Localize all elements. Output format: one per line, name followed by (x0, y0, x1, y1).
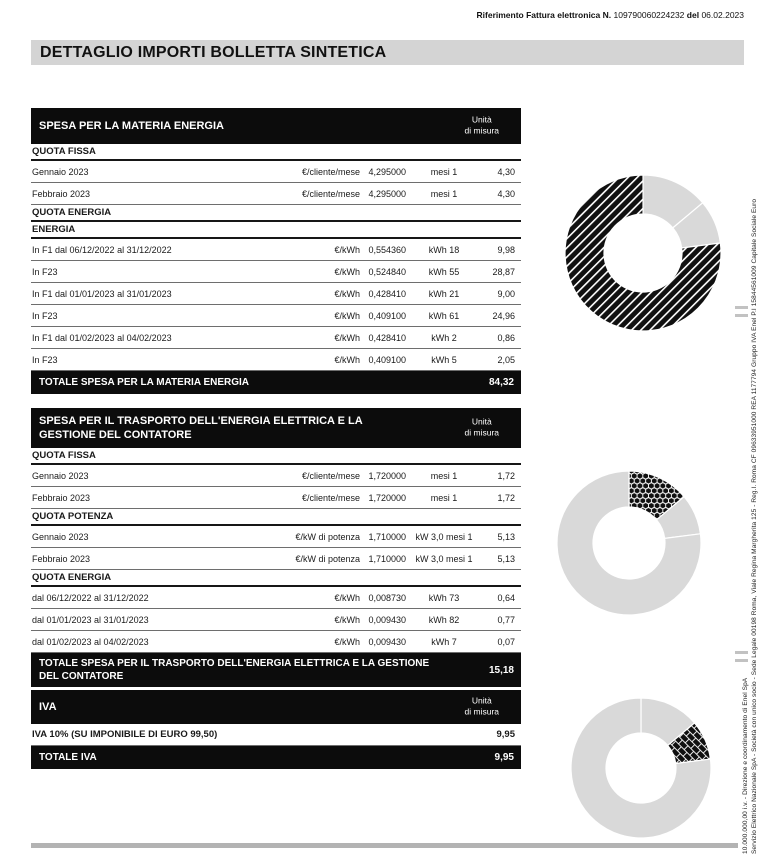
unit-of-measure-line2: di misura (464, 707, 499, 717)
cell-quantity: mesi 1 (430, 492, 458, 503)
cell-unit: €/cliente/mese (301, 492, 360, 503)
cell-price: 0,009430 (368, 636, 406, 647)
cell-description: In F23 (32, 310, 58, 321)
table-row (31, 465, 521, 487)
cell-description: In F23 (32, 266, 58, 277)
cell-quantity: kWh 82 (428, 614, 460, 625)
table-row (31, 526, 521, 548)
unit-of-measure-header (465, 696, 499, 719)
table-row (31, 261, 521, 283)
table-row (31, 327, 521, 349)
total-value: 9,95 (494, 752, 514, 763)
cell-description: In F1 dal 06/12/2022 al 31/12/2022 (32, 244, 172, 255)
table-row (31, 349, 521, 371)
cell-quantity: kWh 18 (428, 244, 460, 255)
cell-amount: 0,07 (497, 636, 515, 647)
cell-description: Gennaio 2023 (32, 531, 89, 542)
unit-of-measure-line1: Unità (471, 416, 492, 427)
cell-unit: €/cliente/mese (301, 188, 360, 199)
total-label: TOTALE IVA (39, 752, 97, 763)
cell-amount: 1,72 (497, 470, 515, 481)
cell-unit: €/kW di potenza (295, 531, 360, 542)
total-label: TOTALE SPESA PER IL TRASPORTO DELL'ENERGIA ELETTRICA E LA GESTIONE DEL CONTATORE (39, 658, 430, 682)
cell-price: 0,524840 (368, 266, 406, 277)
cell-amount: 2,05 (497, 354, 515, 365)
cell-amount: 5,13 (497, 531, 515, 542)
cell-amount: 0,86 (497, 332, 515, 343)
cell-amount: 28,87 (492, 266, 515, 277)
cell-description: dal 01/01/2023 al 31/01/2023 (32, 614, 149, 625)
cell-price: 0,428410 (368, 332, 406, 343)
table-title: IVA (39, 700, 57, 713)
section-header: QUOTA ENERGIA (31, 205, 521, 222)
cell-quantity: kWh 73 (428, 592, 460, 603)
cell-price: 4,295000 (368, 166, 406, 177)
cell-amount: 9,95 (496, 729, 515, 740)
donut-chart-trasporto (557, 471, 701, 615)
table-total-bar (31, 371, 521, 394)
cell-price: 0,409100 (368, 354, 406, 365)
cell-quantity: kWh 21 (428, 288, 460, 299)
cell-quantity: kWh 5 (431, 354, 457, 365)
cell-amount: 5,13 (497, 553, 515, 564)
cell-unit: €/cliente/mese (301, 470, 360, 481)
cell-price: 0,409100 (368, 310, 406, 321)
cell-description: Gennaio 2023 (32, 166, 89, 177)
legal-footer-line1: Servizio Elettrico Nazionale SpA - Società con unico socio - Sede Legale 00198 Roma, Viale Regina Margherita 125 - Reg.I. Roma CF 09633951000 REA 1177794 Gruppo IVA Enel P.I 15844561009 Capitale Sociale Euro (751, 198, 758, 854)
cell-amount: 9,98 (497, 244, 515, 255)
table-iva (31, 690, 521, 769)
table-header (31, 690, 521, 724)
cell-price: 4,295000 (368, 188, 406, 199)
ref-label: Riferimento Fattura elettronica N. (476, 10, 612, 20)
cell-description: IVA 10% (SU IMPONIBILE DI EURO 99,50) (32, 729, 218, 740)
unit-of-measure-line1: Unità (471, 695, 492, 706)
cell-quantity: kWh 7 (431, 636, 457, 647)
table-spesa-trasporto (31, 408, 521, 687)
unit-of-measure-header (465, 417, 499, 440)
cell-quantity: mesi 1 (430, 188, 458, 199)
table-title: SPESA PER LA MATERIA ENERGIA (39, 119, 224, 132)
cell-price: 1,720000 (368, 470, 406, 481)
cell-price: 0,009430 (368, 614, 406, 625)
table-row (31, 283, 521, 305)
cell-price: 1,710000 (368, 531, 406, 542)
cell-description: Febbraio 2023 (32, 492, 91, 503)
table-row (31, 587, 521, 609)
fold-mark (735, 651, 748, 654)
cell-price: 0,008730 (368, 592, 406, 603)
cell-amount: 9,00 (497, 288, 515, 299)
cell-description: Febbraio 2023 (32, 553, 91, 564)
cell-unit: €/kWh (334, 354, 360, 365)
section-header: QUOTA POTENZA (31, 509, 521, 526)
cell-unit: €/cliente/mese (301, 166, 360, 177)
fold-mark (735, 314, 748, 317)
total-label: TOTALE SPESA PER LA MATERIA ENERGIA (39, 377, 250, 388)
table-title: SPESA PER IL TRASPORTO DELL'ENERGIA ELETTRICA E LA GESTIONE DEL CONTATORE (39, 414, 363, 441)
table-row (31, 183, 521, 205)
cell-amount: 24,96 (492, 310, 515, 321)
cell-price: 0,554360 (368, 244, 406, 255)
fold-mark (735, 659, 748, 662)
cell-amount: 4,30 (497, 188, 515, 199)
table-row (31, 609, 521, 631)
bottom-border-bar (31, 843, 738, 848)
table-spesa-materia-energia (31, 108, 521, 394)
cell-unit: €/kWh (334, 244, 360, 255)
cell-quantity: kWh 2 (431, 332, 457, 343)
unit-of-measure-line2: di misura (464, 126, 499, 136)
ref-date: 06.02.2023 (701, 10, 744, 20)
invoice-reference (477, 10, 744, 20)
unit-of-measure-line2: di misura (464, 428, 499, 438)
table-row (31, 487, 521, 509)
cell-quantity: mesi 1 (430, 166, 458, 177)
ref-number: 109790060224232 (613, 10, 685, 20)
cell-unit: €/kW di potenza (295, 553, 360, 564)
legal-footer-line2: 10.000.000,00 i.v. - Direzione e coordinamento di Enel SpA (742, 677, 749, 854)
donut-chart-iva (571, 698, 711, 838)
cell-description: dal 06/12/2022 al 31/12/2022 (32, 592, 149, 603)
cell-quantity: kWh 55 (428, 266, 460, 277)
cell-quantity: kWh 61 (428, 310, 460, 321)
table-header (31, 408, 521, 448)
fold-mark (735, 306, 748, 309)
cell-amount: 0,64 (497, 592, 515, 603)
cell-quantity: mesi 1 (430, 470, 458, 481)
cell-unit: €/kWh (334, 310, 360, 321)
section-header: QUOTA FISSA (31, 144, 521, 161)
cell-price: 0,428410 (368, 288, 406, 299)
ref-del-label: del (686, 10, 700, 20)
cell-amount: 0,77 (497, 614, 515, 625)
cell-unit: €/kWh (334, 266, 360, 277)
cell-description: Febbraio 2023 (32, 188, 91, 199)
total-value: 84,32 (488, 377, 514, 388)
total-value: 15,18 (488, 664, 514, 676)
cell-description: In F1 dal 01/02/2023 al 04/02/2023 (32, 332, 172, 343)
cell-quantity: kW 3,0 mesi 1 (415, 553, 473, 564)
cell-description: In F1 dal 01/01/2023 al 31/01/2023 (32, 288, 172, 299)
section-header: QUOTA FISSA (31, 448, 521, 465)
cell-unit: €/kWh (334, 614, 360, 625)
cell-unit: €/kWh (334, 332, 360, 343)
cell-description: Gennaio 2023 (32, 470, 89, 481)
table-row (31, 305, 521, 327)
table-row (31, 161, 521, 183)
unit-of-measure-line1: Unità (471, 114, 492, 125)
cell-unit: €/kWh (334, 592, 360, 603)
table-row (31, 239, 521, 261)
cell-unit: €/kWh (334, 288, 360, 299)
cell-unit: €/kWh (334, 636, 360, 647)
table-total-bar (31, 746, 521, 769)
cell-description: In F23 (32, 354, 58, 365)
donut-chart-materia-energia (565, 175, 721, 331)
table-row (31, 548, 521, 570)
section-header: ENERGIA (31, 222, 521, 239)
table-row (31, 724, 521, 746)
table-total-bar (31, 653, 521, 687)
page-title: DETTAGLIO IMPORTI BOLLETTA SINTETICA (31, 40, 744, 65)
unit-of-measure-header (465, 115, 499, 138)
section-header: QUOTA ENERGIA (31, 570, 521, 587)
cell-amount: 1,72 (497, 492, 515, 503)
cell-price: 1,720000 (368, 492, 406, 503)
cell-amount: 4,30 (497, 166, 515, 177)
table-row (31, 631, 521, 653)
cell-quantity: kW 3,0 mesi 1 (415, 531, 473, 542)
cell-description: dal 01/02/2023 al 04/02/2023 (32, 636, 149, 647)
table-header (31, 108, 521, 144)
cell-price: 1,710000 (368, 553, 406, 564)
